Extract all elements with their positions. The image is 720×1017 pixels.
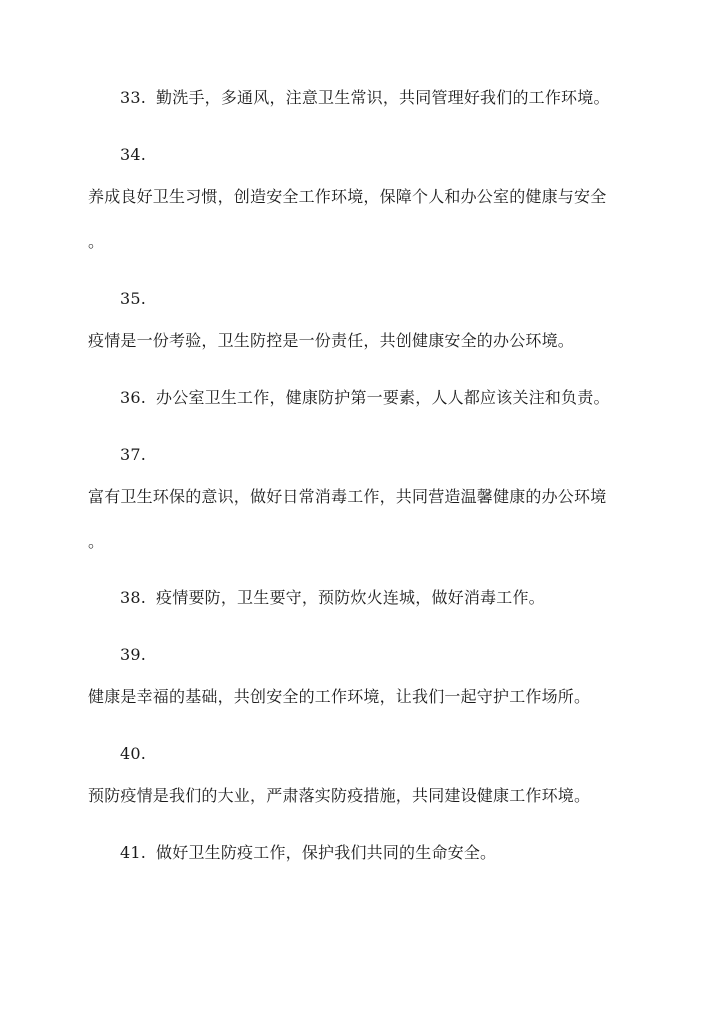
item-34-number: 34.: [120, 145, 147, 164]
item-text: 办公室卫生工作，健康防护第一要素，人人都应该关注和负责。: [156, 388, 610, 407]
item-37-text: 富有卫生环保的意识，做好日常消毒工作，共同营造温馨健康的办公环境: [88, 487, 607, 506]
item-37-number: 37.: [120, 445, 147, 464]
item-text: 疫情要防，卫生要守，预防炊火连城，做好消毒工作。: [156, 588, 545, 607]
item-number: 41.: [120, 843, 147, 862]
item-37-text-continued: 。: [88, 532, 105, 551]
item-41: [120, 843, 496, 863]
item-38: [120, 588, 545, 608]
item-39-text: 健康是幸福的基础，共创安全的工作环境，让我们一起守护工作场所。: [88, 687, 591, 706]
item-35-number: 35.: [120, 289, 147, 308]
item-35-text: 疫情是一份考验，卫生防控是一份责任，共创健康安全的办公环境。: [88, 331, 575, 350]
item-number: 38.: [120, 588, 147, 607]
item-39-number: 39.: [120, 645, 147, 664]
item-number: 33.: [120, 88, 147, 107]
item-40-number: 40.: [120, 744, 147, 763]
item-number: 36.: [120, 388, 147, 407]
item-34-text-continued: 。: [88, 232, 105, 251]
item-34-text: 养成良好卫生习惯，创造安全工作环境，保障个人和办公室的健康与安全: [88, 187, 607, 206]
item-text: 勤洗手，多通风，注意卫生常识，共同管理好我们的工作环境。: [156, 88, 610, 107]
item-text: 做好卫生防疫工作，保护我们共同的生命安全。: [156, 843, 497, 862]
item-36: [120, 388, 610, 408]
item-40-text: 预防疫情是我们的大业，严肃落实防疫措施，共同建设健康工作环境。: [88, 786, 591, 805]
item-33: [120, 88, 610, 108]
